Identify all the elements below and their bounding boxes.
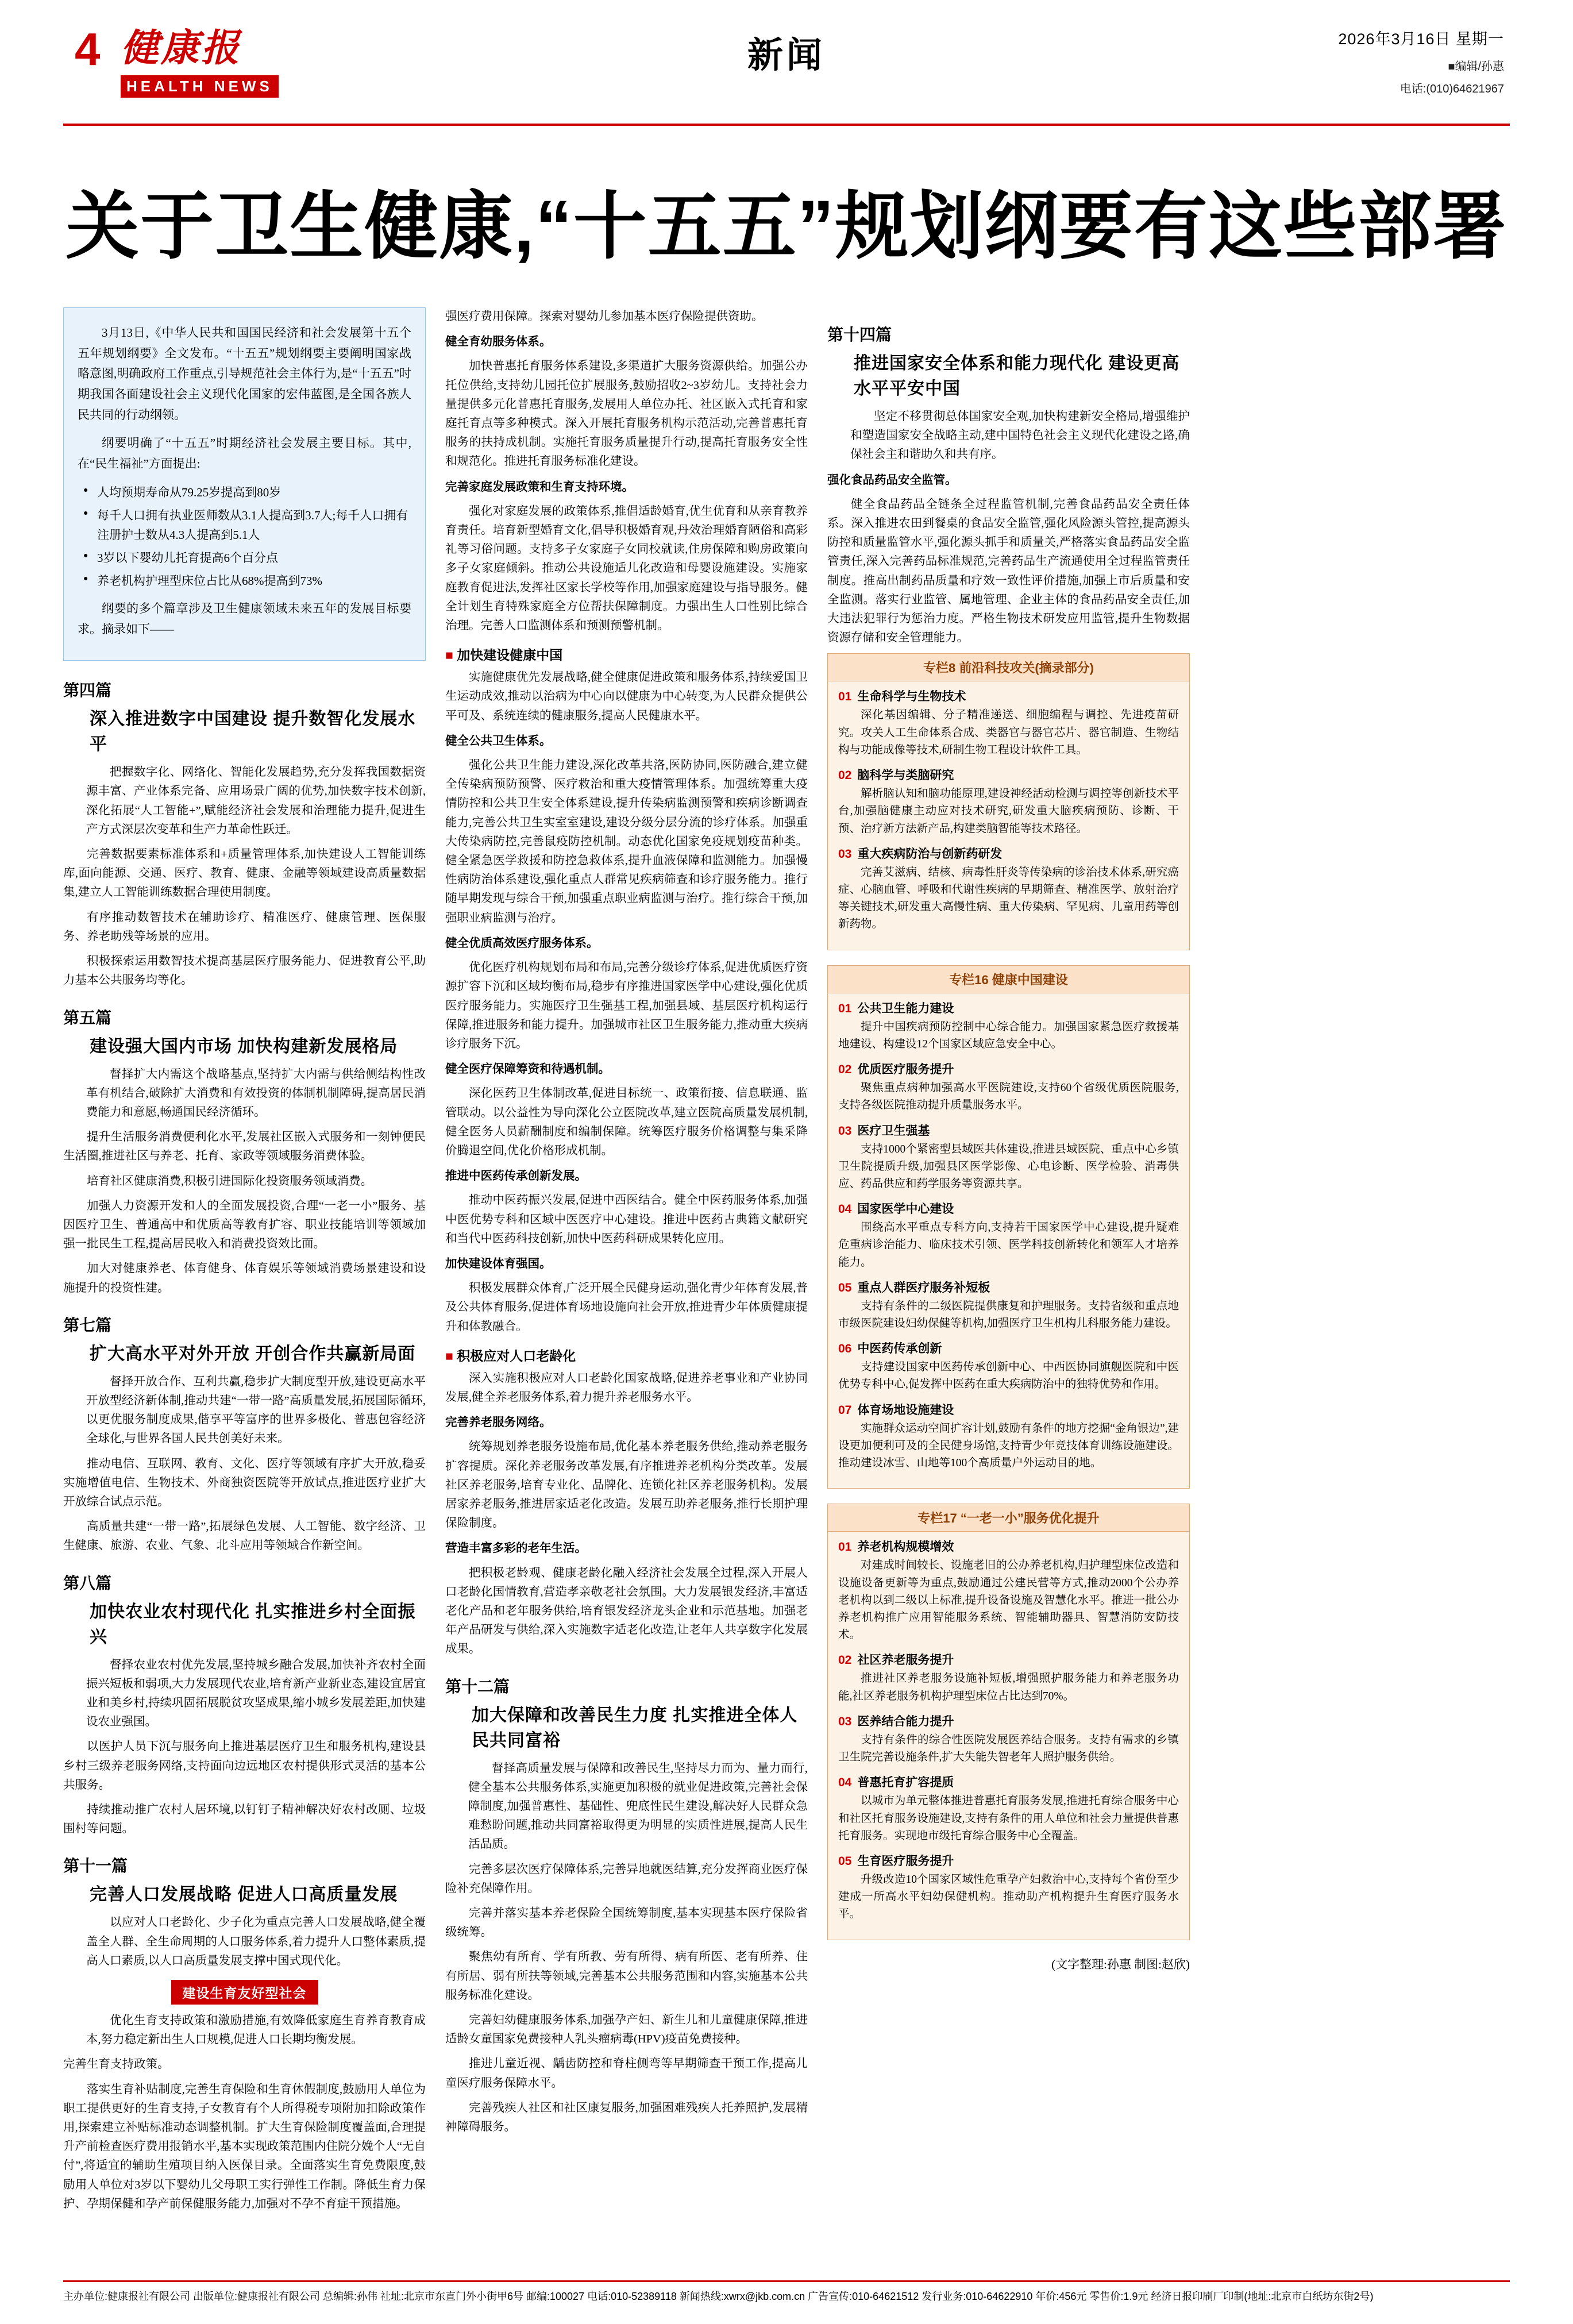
subsection-banner [63,1980,426,2005]
part-number-8: 第八篇 [63,1574,112,1592]
lead-paragraph-3: 纲要的多个篇章涉及卫生健康领域未来五年的发展目标要求。摘录如下—— [78,601,411,636]
part5-item: 加大对健康养老、体育健身、体育娱乐等领域消费场景建设和设施提升的投资性建。 [63,1262,426,1294]
item-number: 05 [838,1281,852,1294]
sub-heading-food-drug: 强化食品药品安全监管。 [827,473,957,487]
sub-body-elder-network: 统筹规划养老服务设施布局,优化基本养老服务供给,推动养老服务扩容提质。深化养老服务改革发展,有序推进养老机构分类改革。发展社区养老服务,培育专业化、品牌化、连锁化社区养老服务机构。发展居家养老服务,推进居家适老化改造。发展互助养老服务,推行长期护理保险制度。 [445,1440,808,1530]
part5-item: 培育社区健康消费,积极引进国际化投资服务领域消费。 [87,1174,373,1188]
item-number: 03 [838,847,852,861]
part8-intro: 督择农业农村优先发展,坚持城乡融合发展,加快补齐农村全面振兴短板和弱项,大力发展现代农业,培育新产业新业态,建设宜居宜业和美乡村,持续巩固拓展脱贫攻坚成果,缩小城乡发展差距,加快建设农业强国。 [86,1658,426,1729]
part5-item: 加强人力资源开发和人的全面发展投资,合理“一老一小”服务、基因医疗卫生、普通高中和优质高等教育扩容、职业技能培训等领域加强一批民生工程,提高居民收入和消费投资效比面。 [63,1199,426,1251]
part4-item: 完善数据要素标准体系和+质量管理体系,加快建设人工智能训练库,面向能源、交通、医疗、教育、健康、金融等领域建设高质量数据集,建立人工智能训练数据合理使用制度。 [63,848,426,899]
sub-body-sports: 积极发展群众体育,广泛开展全民健身运动,强化青少年体育发展,普及公共体育服务,促进体育场地设施向社会开放,推进青少年体质健康提升和体教融合。 [445,1282,808,1333]
list-item: ● 每千人口拥有执业医师数从3.1人提高到3.7人;每千人口拥有注册护士数从4.3人提高到5.1人 [97,506,411,545]
feature-box-8 [827,653,1190,950]
item-number: 04 [838,1776,852,1790]
feature-box-16 [827,965,1190,1489]
item-body: 支持有条件的二级医院提供康复和护理服务。支持省级和重点地市级医院建设妇幼保健等机构,加强医疗卫生机构儿科服务能力建设。 [838,1300,1179,1330]
part12-item: 完善残疾人社区和社区康复服务,加强困难残疾人托养照护,发展精神障碍服务。 [445,2101,808,2134]
healthy-china-intro: 实施健康优先发展战略,健全健康促进政策和服务体系,持续爱国卫生运动成效,推动以治病为中心向以健康为中心转变,为人民群众提供公平可及、系统连续的健康服务,提高人民健康水平。 [445,671,808,722]
item-heading: 生命科学与生物技术 [857,690,966,704]
feature-box-16-title: 专栏16 健康中国建设 [828,966,1189,993]
part5-intro: 督择扩大内需这个战略基点,坚持扩大内需与供给侧结构性改革有机结合,破除扩大消费和有效投资的体制机制障碍,提高居民消费能力和意愿,畅通国民经济循环。 [86,1067,426,1119]
item-number: 02 [838,769,852,783]
feature-box-17 [827,1504,1190,1940]
part-title-8: 加快农业农村现代化 扎实推进乡村全面振兴 [90,1602,416,1647]
item-body: 支持建设国家中医药传承创新中心、中西医协同旗舰医院和中医优势专科中心,促发挥中医药在重大疾病防治中的独特优势和作用。 [838,1361,1179,1391]
part12-item: 聚焦幼有所育、学有所教、劳有所得、病有所医、老有所养、住有所居、弱有所扶等领域,完善基本公共服务范围和内容,实施基本公共服务标准化建设。 [445,1951,808,2002]
masthead-meta [1338,26,1504,96]
feature-box-16-body [828,993,1189,1489]
part-number-5: 第五篇 [63,1008,112,1027]
sub-body-food-drug: 健全食品药品全链条全过程监管机制,完善食品药品安全责任体系。深入推进农田到餐桌的食品安全监管,强化风险源头管控,提高源头防控和质量监管水平,强化源头抓手和质量关,严格落实食品药品安全监管责任,深入完善药品标准规范,完善药品生产流通使用全过程监管责任制度。推高出制药品质量和疗效一致性评价措施,加强上市后质量和安全监测。落实行业监管、属地管理、企业主体的食品药品安全责任,加大违法犯罪行为惩治力度。严格生物技术研发应用监管,提升生物数据资源存储和安全管理能力。 [827,498,1190,645]
part8-item: 以医护人员下沉与服务向上推进基层医疗卫生和服务机构,建设县乡村三级养老服务网络,支持面向边远地区农村提供形式灵活的基本公共服务。 [63,1740,426,1791]
feature-box-8-title: 专栏8 前沿科技攻关(摘录部分) [828,654,1189,681]
sub-body-family: 强化对家庭发展的政策体系,推倡适龄婚育,优生优育和从亲育教养育责任。培育新型婚育文化,倡导积极婚育观,丹效治理婚育陋俗和高彩礼等习俗问题。支持多子女家庭子女同校就读,住房保障和购房政策向多子女家庭倾斜。推动公共设施适儿化改造和母婴设施建设。实施家庭教育促进法,发挥社区家长学校等作用,加强家庭建设与指导服务。健全计划生育特殊家庭全方位帮扶保障制度。力强出生人口性别比综合治理。完善人口监测体系和预测预警机制。 [445,504,808,633]
part12-item: 完善并落实基本养老保险全国统筹制度,基本实现基本医疗保险省级统筹。 [445,1907,808,1939]
page-title: 关于卫生健康,“十五五”规划纲要有这些部署 [65,186,1508,268]
feature-box-8-body [828,681,1189,949]
item-heading: 普惠托育扩容提质 [857,1776,954,1790]
item-heading: 医疗卫生强基 [857,1124,930,1138]
list-item: ● 3岁以下婴幼儿托育提高6个百分点 [97,548,411,568]
feature-box-17-body [828,1532,1189,1939]
item-heading: 体育场地设施建设 [857,1403,954,1417]
list-item [838,845,1179,934]
item-body: 围绕高水平重点专科方向,支持若干国家医学中心建设,提升疑难危重病诊治能力、临床技术引领、医学科技创新转化和领军人才培养能力。 [838,1221,1179,1269]
part-title-11: 完善人口发展战略 促进人口高质量发展 [90,1885,398,1905]
part14-intro: 坚定不移贯彻总体国家安全观,加快构建新安全格局,增强维护和塑造国家安全战略主动,建中国特色社会主义现代化建设之路,确保社会主和谐助久和共有序。 [850,410,1190,461]
part12-item: 完善多层次医疗保障体系,完善异地就医结算,充分发挥商业医疗保险补充保障作用。 [445,1863,808,1895]
item-number: 01 [838,1540,852,1554]
list-item [838,1278,1179,1332]
contact-phone: 电话:(010)64621967 [1399,83,1504,95]
list-item [838,1852,1179,1924]
page-number: 4 [75,24,101,75]
sub-heading-elder-life: 营造丰富多彩的老年生活。 [445,1541,587,1555]
column-1 [63,307,426,2219]
lead-summary-box [63,307,426,661]
item-number: 03 [838,1714,852,1728]
item-number: 04 [838,1203,852,1216]
editor-credit: ■编辑/孙惠 [1448,60,1504,73]
part-number-11: 第十一篇 [63,1857,128,1875]
part-title-7: 扩大高水平对外开放 开创合作共赢新局面 [90,1344,416,1363]
item-body: 解析脑认知和脑功能原理,建设神经活动检测与调控等创新技术平台,加强脑健康主动应对技术研究,研发重大脑疾病预防、诊断、干预、治疗新方法新产品,构建类脑智能等技术路径。 [838,788,1179,835]
sub-heading-sports: 加快建设体育强国。 [445,1257,552,1270]
list-item [838,1339,1179,1393]
list-item [838,1537,1179,1644]
list-item [838,1200,1179,1271]
item-number: 07 [838,1403,852,1417]
column-2 [445,307,808,2219]
item-body: 支持1000个紧密型县域医共体建设,推进县域医院、重点中心乡镇卫生院提质升级,加强县区医学影像、心电诊断、医学检验、消毒供应、药品供应和药学服务等资源共享。 [838,1143,1179,1190]
masthead [63,0,1510,126]
item-number: 06 [838,1342,852,1356]
sub1-intro: 优化生育支持政策和激励措施,有效降低家庭生育养育教育成本,努力稳定新出生人口规模,促进人口长期均衡发展。 [86,2014,426,2046]
part-number-7: 第七篇 [63,1316,112,1334]
part7-intro: 督择开放合作、互利共赢,稳步扩大制度型开放,建设更高水平开放型经济新体制,推动共建“一带一路”高质量发展,拓展国际循环,以更优服务制度成果,偕享平等富序的世界多极化、普惠包容经济全球化,与世界各国人民共创美好未来。 [86,1375,426,1446]
part-title-14: 推进国家安全体系和能力现代化 建设更高水平平安中国 [854,354,1180,398]
list-item: ● 人均预期寿命从79.25岁提高到80岁 [97,483,411,502]
part7-item: 高质量共建“一带一路”,拓展绿色发展、人工智能、数字经济、卫生健康、旅游、农业、气象、北斗应用等领域合作新空间。 [63,1520,426,1552]
continuation-text: 强医疗费用保障。探索对婴幼儿参加基本医疗保险提供资助。 [445,310,764,323]
part4-item: 有序推动数智技术在辅助诊疗、精准医疗、健康管理、医保服务、养老助残等场景的应用。 [63,911,426,943]
column-3 [827,307,1190,2219]
logo-english: HEALTH NEWS [121,75,279,98]
item-number: 03 [838,1124,852,1138]
part-number-4: 第四篇 [63,681,112,700]
list-item [838,1401,1179,1473]
part-number-12: 第十二篇 [445,1677,510,1695]
byline: (文字整理:孙惠 制图:赵欣) [1051,1957,1190,1971]
item-body: 推进社区养老服务设施补短板,增强照护服务能力和养老服务功能,社区养老服务机构护理型床位占比达到70%。 [838,1672,1179,1702]
lead-paragraph-2: 纲要明确了“十五五”时期经济社会发展主要目标。其中,在“民生福祉”方面提出: [78,436,411,471]
part4-item: 积极探索运用数智技术提高基层医疗服务能力、促进教育公平,助力基本公共服务均等化。 [63,955,426,987]
part12-intro: 督择高质量发展与保障和改善民生,坚持尽力而为、量力而行,健全基本公共服务体系,实施更加积极的就业促进政策,完善社会保障制度,加强普惠性、基础性、兜底性民生建设,解决好人民群众急难愁盼问题,推动共同富裕取得更为明显的实质性进展,提高人民生活品质。 [468,1762,808,1851]
sub1-item-heading: 完善生育支持政策。 [63,2058,169,2071]
sub-heading-family: 完善家庭发展政策和生育支持环境。 [445,480,634,494]
list-item [838,1060,1179,1114]
sub1-item-body: 落实生育补贴制度,完善生育保险和生育休假制度,鼓励用人单位为职工提供更好的生育支持,子女教育有个人所得税专项附加扣除政策作用,探索建立补贴标准动态调整机制。扩大生育保险制度覆盖面,合理提升产前检查医疗费用报销水平,基本实现政策范围内住院分娩个人“无自付”,将适宜的辅助生殖项目纳入医保目录。全面落实生育免费限度,鼓励用人单位对3岁以下婴幼儿父母职工实行弹性工作制。降低生育力保护、孕期保健和孕产前保健服务能力,加强对不孕不育症干预措施。 [63,2083,426,2210]
item-body: 聚焦重点病种加强高水平医院建设,支持60个省级优质医院服务,支持各级医院推动提升质量服务水平。 [838,1082,1179,1112]
part7-item: 推动电信、互联网、教育、文化、医疗等领域有序扩大开放,稳妥实施增值电信、生物技术、外商独资医院等开放试点,推进医疗业扩大开放综合试点示范。 [63,1457,426,1508]
item-body: 深化基因编辑、分子精准递送、细胞编程与调控、先进疫苗研究。攻关人工生命体系合成、类器官与器官芯片、器官制造、生物结构与功能成像等技术,研制生物工程设计软件工具。 [838,709,1179,756]
item-number: 01 [838,690,852,704]
part-title-12: 加大保障和改善民生力度 扎实推进全体人民共同富裕 [472,1705,798,1750]
sub-body-insurance: 深化医药卫生体制改革,促进目标统一、政策衔接、信息联通、监管联动。以公益性为导向深化公立医院改革,建立医院高质量发展机制,健全医务人员薪酬制度和编制保障。统筹医疗服务价格调整与集采降价腾退空间,优化价格形成机制。 [445,1087,808,1157]
aging-intro: 深入实施积极应对人口老龄化国家战略,促进养老事业和产业协同发展,健全养老服务体系,着力提升养老服务水平。 [445,1371,808,1404]
sub-heading-public-health: 健全公共卫生体系。 [445,734,552,747]
subsection-banner-label: 建设生育友好型社会 [171,1980,318,2005]
sub-heading-elder-network: 完善养老服务网络。 [445,1416,552,1429]
sub-body-elder-life: 把积极老龄观、健康老龄化融入经济社会发展全过程,深入开展人口老龄化国情教育,营造孝亲敬老社会氛围。大力发展银发经济,丰富适老化产品和老年服务供给,培育银发经济龙头企业和示范基地。加强老年产品研发与供给,深入实施数字适老化改造,让老年人共享数字化发展成果。 [445,1566,808,1656]
item-heading: 脑科学与类脑研究 [857,769,954,783]
lead-paragraph-1: 3月13日,《中华人民共和国国民经济和社会发展第十五个五年规划纲要》全文发布。“十五五”规划纲要主要阐明国家战略意图,明确政府工作重点,引导规范社会主体行为,是“十五五”时期我国各面建设社会主义现代化国家的宏伟蓝图,是全国各族人民共同的行动纲领。 [78,326,411,422]
part12-item: 完善妇幼健康服务体系,加强孕产妇、新生儿和儿童健康保障,推进适龄女童国家免费接种人乳头瘤病毒(HPV)疫苗免费接种。 [445,2014,808,2046]
sub-body-public-health: 强化公共卫生能力建设,深化改革共洛,医防协同,医防融合,建立健全传染病预防预警、医疗救治和重大疫情管理体系。加强统筹重大疫情防控和公共卫生安全体系建设,提升传染病监测预警和疾病诊断调查能力,完善公共卫生实室室建设,建设分级分层分流的诊疗体系。加强重大传染病防控,完善鼠疫防控机制。动态优化国家免疫规划疫苗种类。健全紧急医学救援和防控急救体系,提升血液保障和监测能力。加强慢性病防治体系建设,强化重点人群常见疾病筛查和诊疗服务能力。推行随早期发现与综合干预,加强重点职业病监测与治疗。推行综合干预,加强职业病监测与治疗。 [445,759,808,924]
item-heading: 医养结合能力提升 [857,1714,954,1728]
sub-body-tcm: 推动中医药振兴发展,促进中西医结合。健全中医药服务体系,加强中医优势专科和区域中医医疗中心建设。推进中医药古典籍文献研究和当代中医药科技创新,加快中医药科研成果转化应用。 [445,1194,808,1245]
sub-body-childcare: 加快普惠托育服务体系建设,多渠道扩大服务资源供给。加强公办托位供给,支持幼儿园托位扩展服务,鼓励招收2~3岁幼儿。支持社会力量提供多元化普惠托育服务,发展用人单位办托、社区嵌入式托育和家庭托育点等多种模式。深入开展托育服务机构示范活动,完善普惠托育服务的扶持成机制。实施托育服务质量提升行动,提高托育服务安全性和规范化。推进托育服务标准化建设。 [445,360,808,468]
item-body: 升级改造10个国家区域性危重孕产妇救治中心,支持每个省份至少建成一所高水平妇幼保健机构。推动助产机构提升生育医疗服务水平。 [838,1873,1179,1921]
list-item [838,1712,1179,1766]
part4-intro: 把握数字化、网络化、智能化发展趋势,充分发挥我国数据资源丰富、产业体系完备、应用场景广阔的优势,加快数字技术创新,深化拓展“人工智能+”,赋能经济社会发展和治理能力提升,促进生产方式深层次变革和生产力革命性跃迁。 [86,766,426,836]
item-number: 02 [838,1654,852,1667]
part-title-5: 建设强大国内市场 加快构建新发展格局 [90,1036,398,1056]
item-body: 对建成时间较长、设施老旧的公办养老机构,归护理型床位改造和设施设备更新等为重点,鼓励通过公建民营等方式,推动2000个公办养老机构以到二级以上标准,提升设备设施及智慧化水平。推进一批公办养老机构推广应用智能服务系统、智能辅助器具、智慧消防安防技术。 [838,1559,1179,1641]
list-item [838,1773,1179,1845]
item-heading: 社区养老服务提升 [857,1654,954,1667]
list-item [838,1651,1179,1705]
sub-heading-tcm: 推进中医药传承创新发展。 [445,1169,587,1183]
page-footer: 主办单位:健康报社有限公司 出版单位:健康报社有限公司 总编辑:孙伟 社址:北京市东直门外小街甲6号 邮编:100027 电话:010-52389118 新闻热线:xwrx@jkb.com.cn 广告宣传:010-64621512 发行业务:010-64622910 年价:456元 零售价:1.9元 经济日报印刷厂印制(地址:北京市白纸坊东街2号) [63,2280,1510,2304]
item-heading: 优质医疗服务提升 [857,1063,954,1077]
part8-item: 持续推动推广农村人居环境,以钉钉子精神解决好农村改厕、垃圾围村等问题。 [63,1803,426,1836]
section-title: 新闻 [747,36,826,75]
list-item [838,1121,1179,1193]
item-heading: 生育医疗服务提升 [857,1854,954,1868]
part11-intro: 以应对人口老龄化、少子化为重点完善人口发展战略,健全覆盖全人群、全生命周期的人口服务体系,着力提升人口整体素质,提高人口素质,以人口高质量发展支撑中国式现代化。 [86,1916,426,1967]
sub-heading-childcare: 健全育幼服务体系。 [445,335,552,349]
item-number: 02 [838,1063,852,1077]
list-item [838,687,1179,759]
publication-date: 2026年3月16日 星期一 [1338,30,1504,48]
item-body: 实施群众运动空间扩容计划,鼓励有条件的地方挖掘“金角银边”,建设更加便利可及的全民健身场馆,支持青少年竞技体育训练设施建设。推动建设冰雪、山地等100个高质量户外运动目的地。 [838,1422,1179,1470]
section-marker-aging: ■ 积极应对人口老龄化 [445,1346,808,1365]
item-body: 以城市为单元整体推进普惠托育服务发展,推进托育综合服务中心和社区托育服务设施建设,支持有条件的用人单位和社会力量提供普惠托育服务。实现地市级托育综合服务中心全覆盖。 [838,1795,1179,1842]
sub-heading-insurance: 健全医疗保障筹资和待遇机制。 [445,1062,610,1076]
item-heading: 养老机构规模增效 [857,1540,954,1554]
list-item [838,999,1179,1053]
lead-bullet-list [78,483,411,591]
feature-box-17-title: 专栏17 “一老一小”服务优化提升 [828,1504,1189,1532]
sub-body-medical-service: 优化医疗机构规划布局和布局,完善分级诊疗体系,促进优质医疗资源扩容下沉和区域均衡布局,稳步有序推进国家医学中心建设,强化优质医疗服务能力。实施医疗卫生强基工程,加强县域、基层医疗机构运行保障,推进服务和能力提升。加强城市社区卫生服务能力,推动重大疾病诊疗服务下沉。 [445,961,808,1050]
item-heading: 公共卫生能力建设 [857,1001,954,1015]
item-number: 05 [838,1854,852,1868]
part12-item: 推进儿童近视、龋齿防控和脊柱侧弯等早期筛查干预工作,提高儿童医疗服务保障水平。 [445,2057,808,2090]
sub-heading-medical-service: 健全优质高效医疗服务体系。 [445,936,599,950]
newspaper-logo [121,17,279,98]
list-item [838,766,1179,838]
item-body: 完善艾滋病、结核、病毒性肝炎等传染病的诊治技术体系,研究癌症、心脑血管、呼吸和代谢性疾病的早期筛查、精准医学、放射治疗等关键技术,研发重大高慢性病、重大传染病、罕见病、儿童用药等创新药物。 [838,866,1179,931]
part-number-14: 第十四篇 [827,326,892,344]
logo-chinese: 健康报 [121,28,241,70]
item-heading: 重点人群医疗服务补短板 [857,1281,990,1294]
list-item: ● 养老机构护理型床位占比从68%提高到73% [97,571,411,591]
part-title-4: 深入推进数字中国建设 提升数智化发展水平 [90,710,416,754]
item-heading: 中医药传承创新 [857,1342,942,1356]
item-body: 提升中国疾病预防控制中心综合能力。加强国家紧急医疗救援基地建设、构建设12个国家区域应急安全中心。 [838,1020,1179,1050]
part5-item: 提升生活服务消费便利化水平,发展社区嵌入式服务和一刻钟便民生活圈,推进社区与养老、托育、家政等领域服务消费体验。 [63,1131,426,1163]
section-marker-healthy-china: ■ 加快建设健康中国 [445,645,808,664]
item-number: 01 [838,1001,852,1015]
item-heading: 国家医学中心建设 [857,1203,954,1216]
item-body: 支持有条件的综合性医院发展医养结合服务。支持有需求的乡镇卫生院完善设施条件,扩大失能失智老年人照护服务供给。 [838,1733,1179,1764]
item-heading: 重大疾病防治与创新药研发 [857,847,1003,861]
article-columns [63,307,1510,2219]
